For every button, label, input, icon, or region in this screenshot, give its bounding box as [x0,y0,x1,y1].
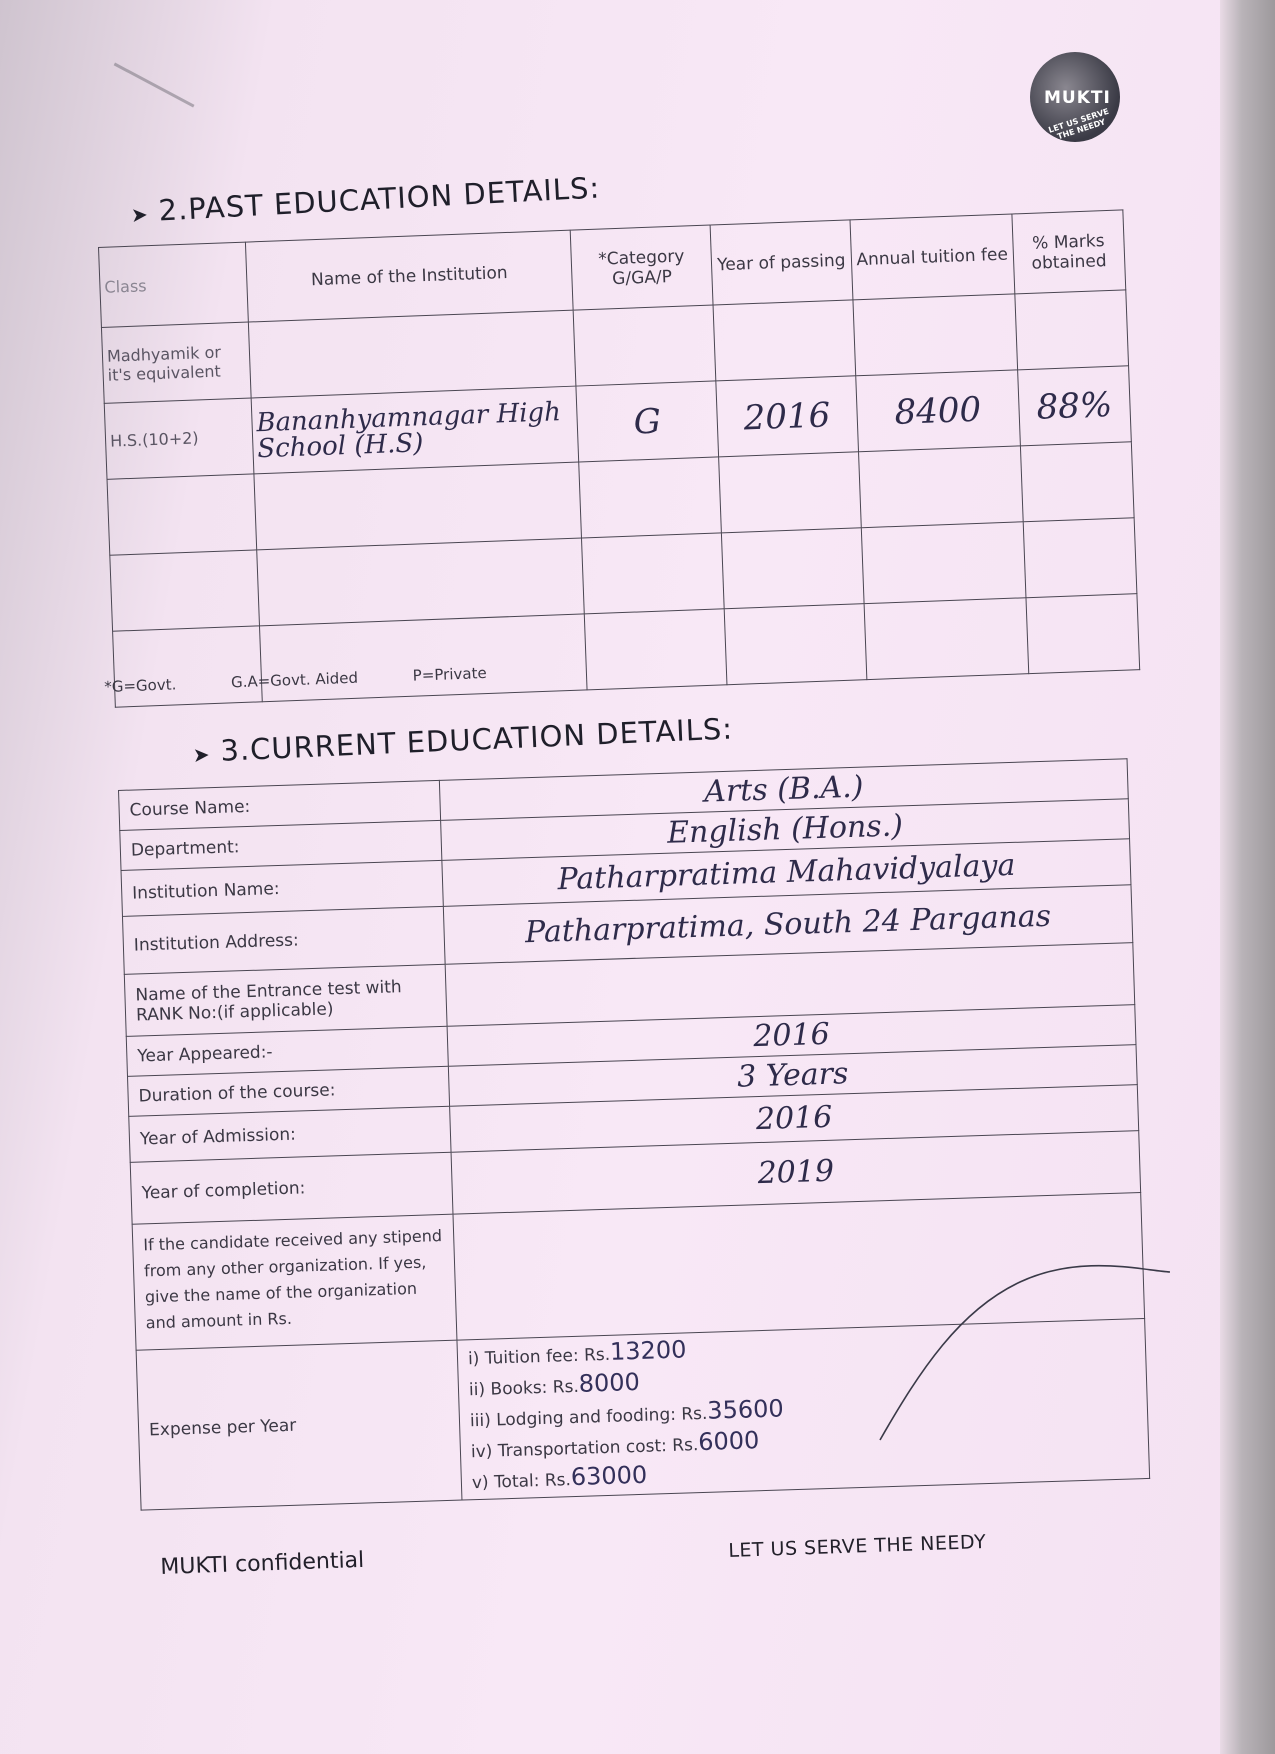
expense-item: ii) Books: Rs.8000 [468,1367,641,1401]
value-admission: 2016 [755,1099,833,1138]
label-address: Institution Address: [122,906,445,974]
logo-tagline: LET US SERVE THE NEEDY [1047,106,1110,142]
section2-title: ➤ 2.PAST EDUCATION DETAILS: [130,170,601,228]
cell-year [713,300,855,381]
expense-item: v) Total: Rs.63000 [471,1460,648,1494]
cell-category: G [576,381,718,462]
cell-marks: 88% [1017,366,1131,446]
value-course: Arts (B.A.) [703,769,864,810]
label-completion: Year of completion: [130,1152,453,1224]
value-department: English (Hons.) [666,808,904,851]
legend-govt-aided: G.A=Govt. Aided [230,668,359,692]
header-fee: Annual tuition fee [850,214,1015,300]
label-expense: Expense per Year [136,1340,462,1510]
header-category: *Category G/GA/P [570,225,713,310]
mukti-logo [1030,52,1120,142]
cell-category [573,305,715,386]
label-institution: Institution Name: [121,860,443,916]
cell-institution [248,310,576,398]
label-stipend: If the candidate received any stipend from any other organization. If yes, give the name of the organization and amount in Rs. [132,1214,457,1350]
value-address: Patharpratima, South 24 Parganas [524,898,1052,951]
bullet-arrow-icon: ➤ [192,742,212,767]
header-class: Class [99,242,249,327]
label-entrance: Name of the Entrance test with RANK No:(if applicable) [124,964,447,1036]
cell-marks [1015,290,1129,370]
expense-item: iii) Lodging and fooding: Rs.35600 [469,1394,785,1432]
cell-year: 2016 [716,376,858,457]
label-course: Course Name: [119,780,441,830]
section3-title: ➤ 3.CURRENT EDUCATION DETAILS: [192,711,734,768]
cell-fee: 8400 [855,370,1020,452]
legend-private: P=Private [412,663,487,685]
footer-slogan: LET US SERVE THE NEEDY [728,1531,987,1562]
pen-stroke [840,1250,1170,1450]
value-year-appeared: 2016 [752,1016,831,1055]
footer-confidential: MUKTI confidential [160,1547,365,1580]
cell-fee [853,294,1018,376]
paper-fold [85,63,194,161]
expense-item: i) Tuition fee: Rs.13200 [467,1335,687,1370]
logo-text: MUKTI [1044,88,1111,108]
cell-class: H.S.(10+2) [104,398,254,479]
value-institution: Patharpratima Mahavidyalaya [556,847,1016,898]
bullet-arrow-icon: ➤ [130,202,150,227]
label-duration: Duration of the course: [127,1066,449,1116]
value-completion: 2019 [757,1153,835,1192]
cell-class: Madhyamik or it's equivalent [101,322,251,403]
value-duration: 3 Years [736,1056,849,1095]
label-year-appeared: Year Appeared:- [126,1026,448,1076]
expense-item: iv) Transportation cost: Rs.6000 [470,1426,760,1463]
header-marks: % Marks obtained [1012,210,1126,294]
header-institution: Name of the Institution [245,230,573,322]
label-admission: Year of Admission: [129,1106,451,1162]
header-year: Year of passing [710,220,853,305]
past-education-table [98,209,1140,707]
page-edge-shadow [1220,0,1275,1754]
handwritten-institution: Bananhyamnagar High School (H.S) [255,396,562,464]
cell-institution [251,386,579,474]
legend-govt: *G=Govt. [104,675,177,696]
label-department: Department: [120,820,442,870]
